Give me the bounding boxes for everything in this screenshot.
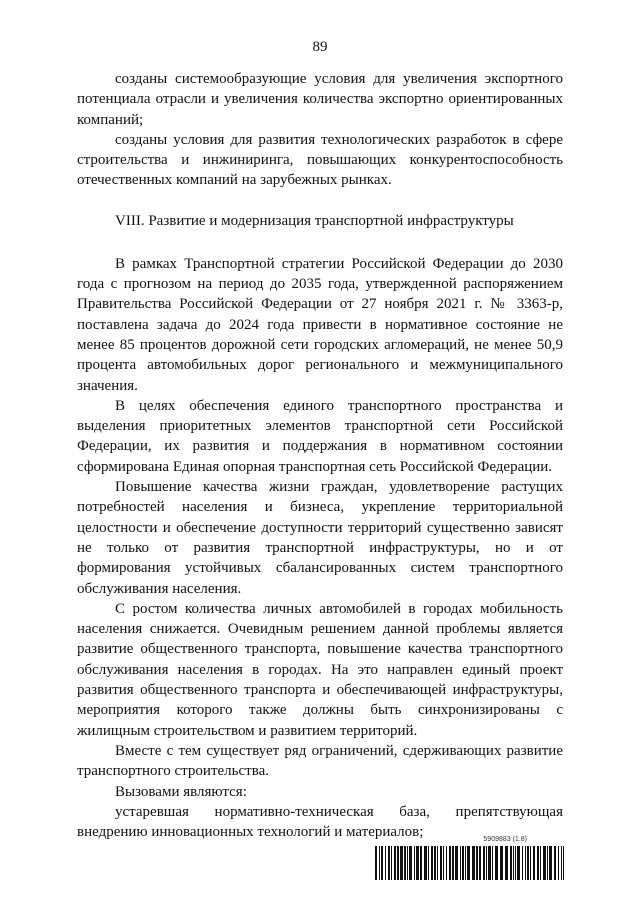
document-body <box>77 69 563 842</box>
page-number: 89 <box>312 39 328 55</box>
paragraph-transport-strategy: В рамках Транспортной стратегии Российской Федерации до 2030 года с прогнозом на период до 2035 года, утвержденной распоряжением Правительства Российской Федерации от 27 ноября 2021 г. № 3363-р, поставлена задача до 2024 года привести в нормативное состояние не менее 85 процентов дорожной сети городских агломераций, не менее 50,9 процента автомобильных дорог регионального и межмуниципального значения. <box>77 255 563 394</box>
section-heading: VIII. Развитие и модернизация транспортной инфраструктуры <box>115 212 514 229</box>
paragraph-challenges-intro: Вызовами являются: <box>115 783 247 800</box>
paragraph-quality-of-life: Повышение качества жизни граждан, удовлетворение растущих потребностей населения и бизнеса, укрепление территориальной целостности и обеспечение доступности территорий существенно зависят не только от развития транспортной инфраструктуры, но и от формирования устойчивых сбалансированных систем транспортного обслуживания населения. <box>77 479 563 597</box>
paragraph-export-conditions: созданы системообразующие условия для увеличения экспортного потенциала отрасли и увеличения количества экспортно ориентированных компаний; <box>77 71 563 128</box>
paragraph-unified-network: В целях обеспечения единого транспортного пространства и выделения приоритетных элементов транспортной сети Российской Федерации, их развития и поддержания в нормативном состоянии сформирована Единая опорная транспортная сеть Российской Федерации. <box>77 397 563 475</box>
document-barcode <box>375 836 567 882</box>
paragraph-tech-development: созданы условия для развития технологических разработок в сфере строительства и инжиниринга, повышающих конкурентоспособность отечественных компаний на зарубежных рынках. <box>77 131 563 189</box>
paragraph-limitations: Вместе с тем существует ряд ограничений, сдерживающих развитие транспортного строительства. <box>77 742 563 780</box>
barcode-caption: 5909883 (1.8) <box>483 836 527 843</box>
paragraph-personal-cars: С ростом количества личных автомобилей в городах мобильность населения снижается. Очевидным решением данной проблемы является развитие общественного транспорта, повышение качества транспортного обслуживания населения в городах. На это направлен единый проект развития общественного транспорта и обеспечивающей инфраструктуры, мероприятия которого также должны быть синхронизированы с жилищным строительством и развитием территорий. <box>77 600 563 739</box>
paragraph-outdated-base: устаревшая нормативно-техническая база, препятствующая внедрению инновационных технологий и материалов; <box>77 803 563 841</box>
barcode-icon <box>375 846 567 880</box>
